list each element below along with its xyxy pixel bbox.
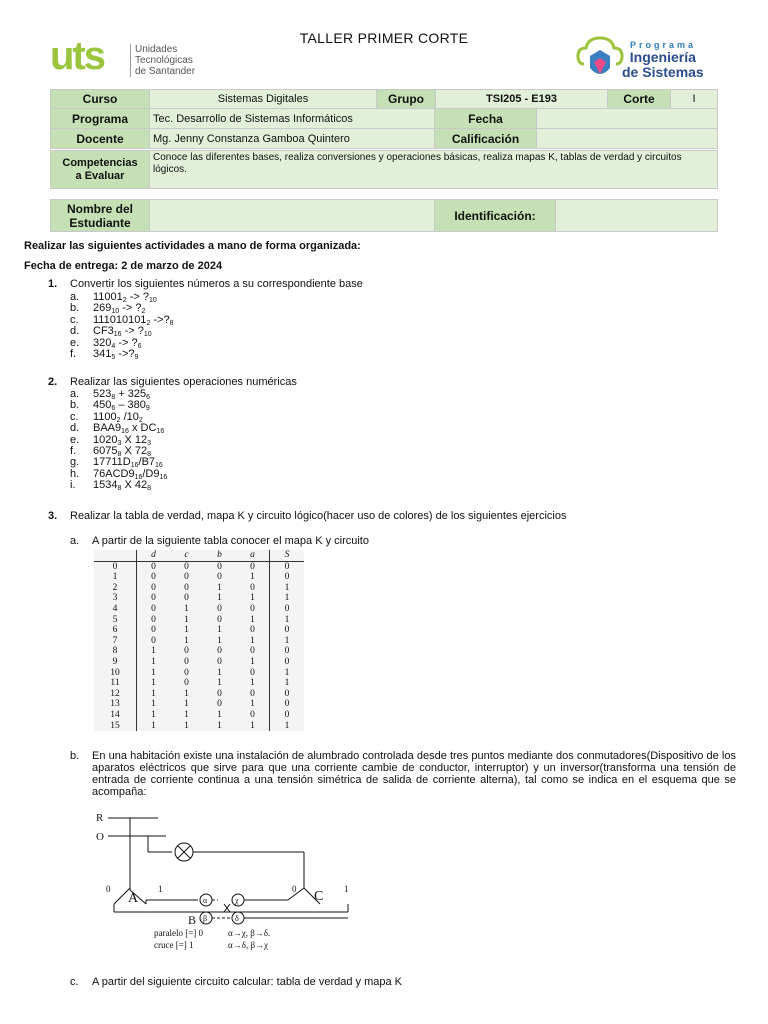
uts-logo-mark: uts <box>50 34 104 78</box>
item-letter: h. <box>70 467 80 480</box>
legend-cruce-value: α→δ, β→χ <box>228 940 269 950</box>
intro-instructions: Realizar las siguientes actividades a mano de forma organizada: <box>24 240 361 252</box>
item-text: + 325 <box>115 388 147 400</box>
base-subscript: 16 <box>159 473 168 481</box>
table-cell: 1 <box>270 636 305 647</box>
label-one-right: 1 <box>344 884 349 894</box>
programa-label: Programa <box>51 109 150 129</box>
table-cell: 1 <box>270 678 305 689</box>
table-cell: 0 <box>184 678 189 689</box>
table-header-cell: d <box>137 550 171 561</box>
row-index: 2 <box>94 583 137 594</box>
grupo-value: TSI205 - E193 <box>436 90 608 109</box>
competencias-value: Conoce las diferentes bases, realiza conversiones y operaciones básicas, realiza mapas K, tablas de verdad y circuitos lógicos. <box>150 151 718 189</box>
item-text: 1020 <box>93 433 118 446</box>
base-subscript: 4 <box>111 342 116 350</box>
base-subscript: 2 <box>146 319 151 327</box>
table-cell: 1 <box>250 678 255 689</box>
table-cell: 1 <box>217 582 222 593</box>
list-item <box>70 423 167 434</box>
base-subscript: 3 <box>117 439 122 447</box>
subquestion-text: A partir de la siguiente tabla conocer el mapa K y circuito <box>92 535 369 547</box>
item-text: 450 <box>93 399 112 412</box>
table-cell: 0 <box>270 699 305 710</box>
table-cell: 1 <box>151 678 156 689</box>
nombre-value[interactable] <box>150 200 435 232</box>
sistemas-logo <box>566 32 726 88</box>
table-cell: 0 <box>217 614 222 625</box>
table-header-cell: c <box>170 550 203 561</box>
subquestion-text: A partir del siguiente circuito calcular: tabla de verdad y mapa K <box>92 976 402 988</box>
item-letter: d. <box>70 422 80 435</box>
nombre-label <box>51 200 150 232</box>
table-row <box>94 678 304 689</box>
table-cell: 0 <box>151 635 156 646</box>
table-cell: 1 <box>250 614 255 625</box>
program-name <box>622 50 704 80</box>
table-cell: 1 <box>250 656 255 667</box>
table-cell: 0 <box>270 625 305 636</box>
docente-label: Docente <box>51 129 150 149</box>
legend-cruce-label: cruce [=] 1 <box>154 940 194 950</box>
table-cell: 1 <box>184 688 189 699</box>
legend-paralelo-label: paralelo [=] 0 <box>154 928 204 938</box>
table-cell: 0 <box>151 614 156 625</box>
item-letter: d. <box>70 325 80 338</box>
table-cell: 1 <box>217 667 222 678</box>
item-text: BAA9 <box>93 422 122 435</box>
item-text: x DC <box>128 422 157 435</box>
row-index: 12 <box>94 689 137 700</box>
programa-value: Tec. Desarrollo de Sistemas Informáticos <box>150 109 435 129</box>
table-cell: 1 <box>151 699 156 710</box>
table-cell: 1 <box>217 720 222 731</box>
table-row <box>94 583 304 594</box>
table-cell: 0 <box>184 593 189 604</box>
table-cell: 1 <box>250 593 255 604</box>
item-letter: e. <box>70 336 80 349</box>
table-row <box>94 689 304 700</box>
table-row <box>94 593 304 604</box>
intro-due-date: Fecha de entrega: 2 de marzo de 2024 <box>24 260 223 272</box>
calificacion-label: Calificación <box>435 129 537 149</box>
base-subscript: 16 <box>121 428 129 436</box>
table-cell: 0 <box>184 572 189 583</box>
subquestion-letter: b. <box>70 750 80 762</box>
table-cell: 0 <box>151 582 156 593</box>
row-index: 7 <box>94 636 137 647</box>
truth-table <box>94 550 304 731</box>
label-zero-right: 0 <box>292 884 297 894</box>
table-cell: 1 <box>250 720 255 731</box>
item-text: 6075 <box>93 445 118 458</box>
list-item <box>70 400 167 411</box>
identificacion-value[interactable] <box>556 200 718 232</box>
question-text: Realizar la tabla de verdad, mapa K y circuito lógico(hacer uso de colores) de los siguientes ejercicios <box>70 510 567 522</box>
table-cell: 0 <box>250 582 255 593</box>
table-cell: 0 <box>184 667 189 678</box>
subquestion-letter: c. <box>70 976 79 988</box>
item-letter: a. <box>70 291 80 303</box>
uts-logo-line: de Santander <box>135 66 196 77</box>
base-subscript: 8 <box>117 485 122 493</box>
identificacion-label: Identificación: <box>435 200 556 232</box>
label-a: A <box>128 891 139 906</box>
nombre-label-line: Estudiante <box>69 215 131 230</box>
table-cell: 1 <box>270 583 305 594</box>
item-letter: a. <box>70 388 80 400</box>
item-text: -> ? <box>121 325 144 338</box>
item-letter: f. <box>70 445 77 458</box>
item-text: /B7 <box>138 456 156 469</box>
table-cell: 1 <box>184 635 189 646</box>
program-info-table <box>50 108 718 149</box>
table-cell: 0 <box>217 603 222 614</box>
base-subscript: 10 <box>149 297 157 304</box>
uts-logo-line: Unidades <box>135 44 178 55</box>
table-cell: 0 <box>270 657 305 668</box>
base-subscript: 2 <box>116 416 121 424</box>
item-letter: f. <box>70 348 77 361</box>
base-subscript: 6 <box>137 342 142 350</box>
base-subscript: 2 <box>138 416 143 424</box>
corte-label: Corte <box>608 90 671 109</box>
base-subscript: 9 <box>145 405 150 413</box>
question-number: 1. <box>48 278 58 290</box>
competencias-label-line: Competencias <box>62 156 138 169</box>
question-text: Convertir los siguientes números a su correspondiente base <box>70 278 363 290</box>
item-text: X 42 <box>121 479 148 492</box>
item-text: /10 <box>120 410 139 423</box>
table-row <box>94 561 304 572</box>
table-cell: 0 <box>184 646 189 657</box>
nombre-label-line: Nombre del <box>66 201 133 216</box>
base-subscript: 16 <box>155 462 163 470</box>
item-text: 341 <box>93 348 112 361</box>
table-cell: 0 <box>270 689 305 700</box>
competencias-label <box>51 151 150 189</box>
competencias-table <box>50 150 718 189</box>
table-cell: 1 <box>270 721 305 732</box>
switch-circuit-diagram <box>88 808 368 952</box>
row-index: 6 <box>94 625 137 636</box>
label-o: O <box>96 831 104 843</box>
row-index: 8 <box>94 646 137 657</box>
docente-value: Mg. Jenny Constanza Gamboa Quintero <box>150 129 435 149</box>
table-cell: 0 <box>217 656 222 667</box>
table-row <box>94 657 304 668</box>
item-text: 1100 <box>93 410 117 423</box>
table-cell: 0 <box>250 603 255 614</box>
table-cell: 0 <box>217 699 222 710</box>
item-text: – 380 <box>115 399 146 412</box>
row-index: 11 <box>94 678 137 689</box>
table-cell: 1 <box>217 635 222 646</box>
table-header-cell: a <box>236 550 270 561</box>
label-alpha: α <box>203 896 208 905</box>
base-subscript: 16 <box>130 462 139 470</box>
table-cell: 1 <box>184 603 189 614</box>
table-cell: 1 <box>184 699 189 710</box>
row-index: 5 <box>94 615 137 626</box>
item-letter: b. <box>70 302 80 315</box>
truth-table-header <box>94 550 304 561</box>
table-cell: 1 <box>184 709 189 720</box>
uts-logo-text <box>130 44 195 77</box>
item-text: CF3 <box>93 325 114 338</box>
table-cell: 1 <box>250 572 255 583</box>
label-r: R <box>96 812 104 824</box>
table-cell: 0 <box>250 646 255 657</box>
table-cell: 0 <box>270 561 305 572</box>
item-text: 320 <box>93 336 112 349</box>
row-index: 4 <box>94 604 137 615</box>
table-cell: 0 <box>151 625 156 636</box>
table-row <box>94 572 304 583</box>
legend-paralelo-value: α→χ, β→δ. <box>228 928 271 938</box>
table-cell: 0 <box>151 561 156 572</box>
question-number: 3. <box>48 510 58 522</box>
table-cell: 1 <box>250 635 255 646</box>
base-subscript: 8 <box>169 319 174 327</box>
item-text: -> ? <box>115 336 138 349</box>
item-text: 76ACD9 <box>93 467 135 480</box>
table-cell: 1 <box>151 656 156 667</box>
table-row <box>94 721 304 732</box>
table-header-cell: S <box>270 550 305 561</box>
item-text: -> ? <box>126 291 150 303</box>
label-chi: χ <box>235 896 239 905</box>
table-row <box>94 710 304 721</box>
student-table <box>50 199 718 232</box>
table-cell: 1 <box>151 667 156 678</box>
base-subscript: 8 <box>147 485 151 493</box>
item-text: -> ? <box>119 302 142 315</box>
base-subscript: 8 <box>117 451 122 459</box>
list-item <box>70 469 167 480</box>
row-index: 13 <box>94 699 137 710</box>
base-subscript: 6 <box>146 394 151 401</box>
base-subscript: 2 <box>122 297 127 304</box>
table-cell: 0 <box>270 710 305 721</box>
table-header-cell: b <box>203 550 236 561</box>
item-text: 17711D <box>93 456 131 469</box>
question-number: 2. <box>48 376 58 388</box>
item-text: 523 <box>93 388 112 400</box>
table-cell: 0 <box>250 561 255 572</box>
base-subscript: 8 <box>111 394 116 401</box>
base-subscript: 16 <box>156 428 165 436</box>
table-row <box>94 615 304 626</box>
table-cell: 0 <box>184 561 189 572</box>
table-row <box>94 604 304 615</box>
item-text: X 12 <box>121 433 148 446</box>
item-text: ->? <box>150 313 170 326</box>
table-cell: 0 <box>217 646 222 657</box>
table-cell: 0 <box>184 582 189 593</box>
item-text: 111010101 <box>93 313 147 326</box>
table-cell: 0 <box>270 604 305 615</box>
table-cell: 1 <box>270 668 305 679</box>
table-cell: 0 <box>217 688 222 699</box>
table-cell: 0 <box>151 572 156 583</box>
row-index: 15 <box>94 721 137 732</box>
table-cell: 1 <box>151 688 156 699</box>
table-row <box>94 625 304 636</box>
base-subscript: 5 <box>111 354 116 362</box>
page-title: TALLER PRIMER CORTE <box>299 30 469 46</box>
course-info-table <box>50 89 718 109</box>
item-letter: b. <box>70 399 80 412</box>
label-one-left: 1 <box>158 884 163 894</box>
question-text: Realizar las siguientes operaciones numéricas <box>70 376 297 388</box>
table-cell: 1 <box>151 646 156 657</box>
curso-label: Curso <box>51 90 150 109</box>
item-letter: i. <box>70 479 76 492</box>
item-letter: c. <box>70 313 79 326</box>
row-index: 10 <box>94 668 137 679</box>
program-name-line: Ingeniería <box>629 49 696 65</box>
question-1-items <box>70 292 174 360</box>
table-cell: 1 <box>184 625 189 636</box>
table-cell: 0 <box>217 561 222 572</box>
row-index: 14 <box>94 710 137 721</box>
table-cell: 1 <box>184 720 189 731</box>
base-subscript: 10 <box>111 308 120 316</box>
base-subscript: 10 <box>143 331 152 339</box>
base-subscript: 3 <box>147 439 151 447</box>
table-header-index <box>94 550 137 561</box>
grupo-label: Grupo <box>377 90 436 109</box>
table-row <box>94 668 304 679</box>
table-cell: 1 <box>217 678 222 689</box>
table-cell: 0 <box>270 572 305 583</box>
question-2-items <box>70 389 167 492</box>
table-row <box>94 699 304 710</box>
item-text: X 72 <box>121 445 148 458</box>
table-cell: 0 <box>151 603 156 614</box>
table-cell: 0 <box>217 572 222 583</box>
table-cell: 1 <box>151 709 156 720</box>
table-cell: 1 <box>184 614 189 625</box>
program-label: Programa <box>630 40 697 50</box>
label-c: C <box>314 889 324 904</box>
item-letter: c. <box>70 410 79 423</box>
base-subscript: 8 <box>147 451 151 459</box>
table-cell: 0 <box>250 625 255 636</box>
table-cell: 0 <box>184 656 189 667</box>
table-cell: 1 <box>217 625 222 636</box>
row-index: 9 <box>94 657 137 668</box>
fecha-value <box>537 109 718 129</box>
item-letter: g. <box>70 456 80 469</box>
table-cell: 0 <box>250 709 255 720</box>
base-subscript: 9 <box>134 354 139 362</box>
list-item <box>70 480 167 491</box>
item-text: 269 <box>93 302 112 315</box>
table-cell: 1 <box>151 720 156 731</box>
subquestion-letter: a. <box>70 535 80 547</box>
item-text: ->? <box>115 348 135 361</box>
base-subscript: 6 <box>111 405 116 413</box>
base-subscript: 16 <box>134 473 143 481</box>
question-3b-text: En una habitación existe una instalación de alumbrado controlada desde tres puntos mediante dos conmutadores(Dispositivo de los aparatos eléctricos que sirve para que una corriente cambie de conductor, interruptor) y un inversor(transforma una tensión de entrada de corriente continua a una tensión simétrica de salida de corriente alterna), tal como se indica en el esquema que se acompaña: <box>92 750 736 798</box>
table-cell: 0 <box>250 667 255 678</box>
program-name-line: de Sistemas <box>622 64 704 80</box>
item-text: /D9 <box>142 467 160 480</box>
base-subscript: 16 <box>113 331 122 339</box>
uts-logo-line: Tecnológicas <box>135 55 193 66</box>
label-zero-left: 0 <box>106 884 111 894</box>
cloud-shield-icon <box>576 34 624 86</box>
label-delta: δ <box>235 914 239 923</box>
base-subscript: 2 <box>141 308 146 316</box>
uts-logo <box>50 34 200 82</box>
list-item <box>70 435 167 446</box>
row-index: 0 <box>94 561 137 572</box>
label-beta: β <box>203 914 208 923</box>
item-text: 1534 <box>93 479 118 492</box>
table-cell: 1 <box>270 593 305 604</box>
row-index: 3 <box>94 593 137 604</box>
table-cell: 0 <box>270 646 305 657</box>
table-cell: 0 <box>151 593 156 604</box>
competencias-label-line: a Evaluar <box>75 169 125 182</box>
item-text: 11001 <box>93 291 123 303</box>
corte-value: I <box>671 90 718 109</box>
table-cell: 1 <box>217 593 222 604</box>
table-cell: 1 <box>270 615 305 626</box>
table-row <box>94 636 304 647</box>
table-cell: 0 <box>250 688 255 699</box>
table-row <box>94 646 304 657</box>
row-index: 1 <box>94 572 137 583</box>
fecha-label: Fecha <box>435 109 537 129</box>
table-cell: 1 <box>250 699 255 710</box>
label-b: B <box>188 913 197 927</box>
curso-value: Sistemas Digitales <box>150 90 377 109</box>
table-cell: 1 <box>217 709 222 720</box>
item-letter: e. <box>70 433 80 446</box>
list-item <box>70 349 174 360</box>
calificacion-value <box>537 129 718 149</box>
